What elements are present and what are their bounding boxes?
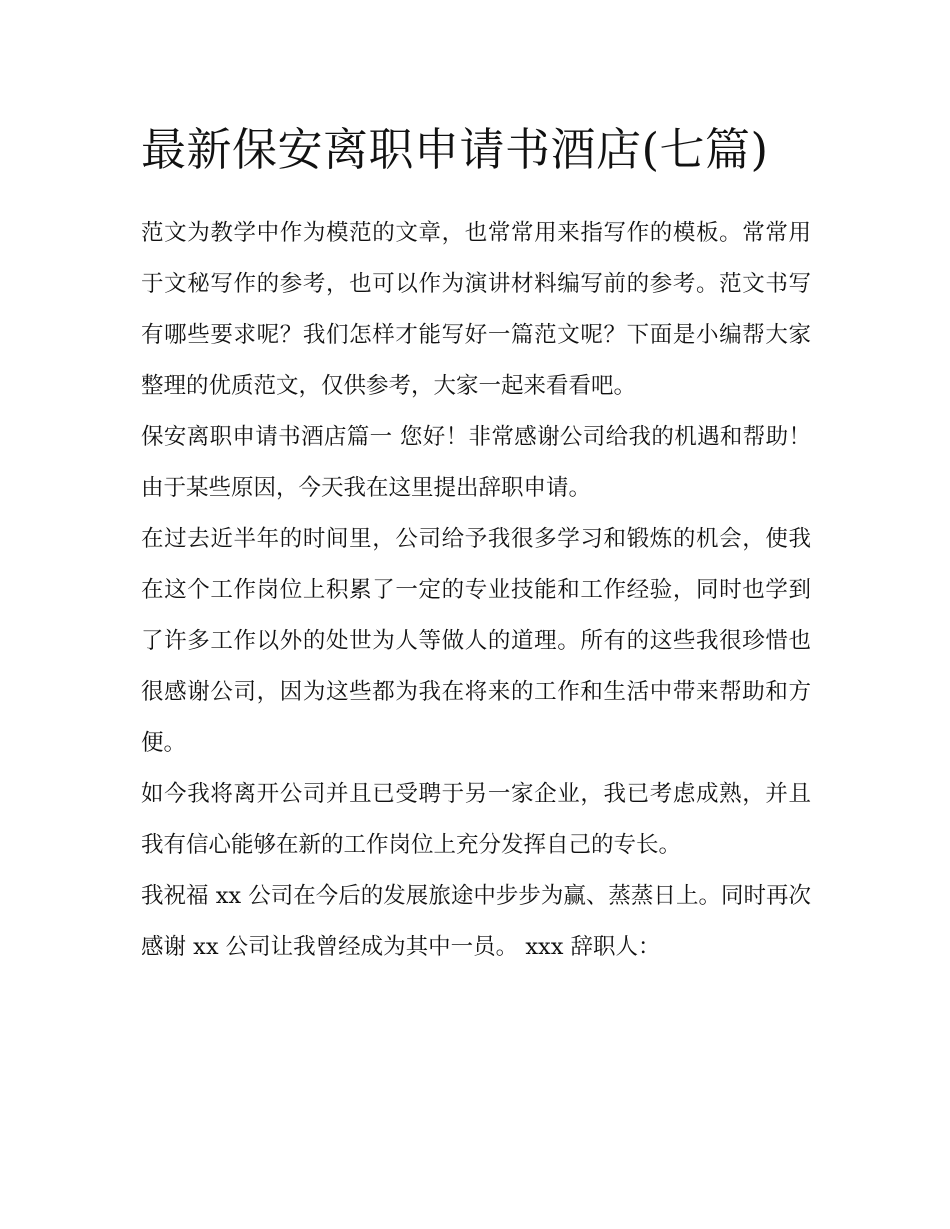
paragraph-gratitude: 在过去近半年的时间里，公司给予我很多学习和锻炼的机会，使我在这个工作岗位上积累了一定的专业技能和工作经验，同时也学到了许多工作以外的处世为人等做人的道理。所有的这些我很珍惜也很感谢公司，因为这些都为我在将来的工作和生活中带来帮助和方便。 <box>141 526 811 756</box>
paragraph-greeting: 保安离职申请书酒店篇一 您好！非常感谢公司给我的机遇和帮助！由于某些原因，今天我在这里提出辞职申请。 <box>141 424 811 501</box>
paragraph-new-job: 如今我将离开公司并且已受聘于另一家企业，我已考虑成熟，并且我有信心能够在新的工作岗位上充分发挥自己的专长。 <box>141 781 811 858</box>
paragraph-intro: 范文为教学中作为模范的文章，也常常用来指写作的模板。常常用于文秘写作的参考，也可以作为演讲材料编写前的参考。范文书写有哪些要求呢？我们怎样才能写好一篇范文呢？下面是小编帮大家整理的优质范文，仅供参考，大家一起来看看吧。 <box>141 220 811 399</box>
document-title: 最新保安离职申请书酒店(七篇) <box>141 123 769 176</box>
paragraph-closing: 我祝福 xx 公司在今后的发展旅途中步步为赢、蒸蒸日上。同时再次感谢 xx 公司让我曾经成为其中一员。 xxx 辞职人： <box>141 883 811 960</box>
document-body <box>141 112 811 973</box>
